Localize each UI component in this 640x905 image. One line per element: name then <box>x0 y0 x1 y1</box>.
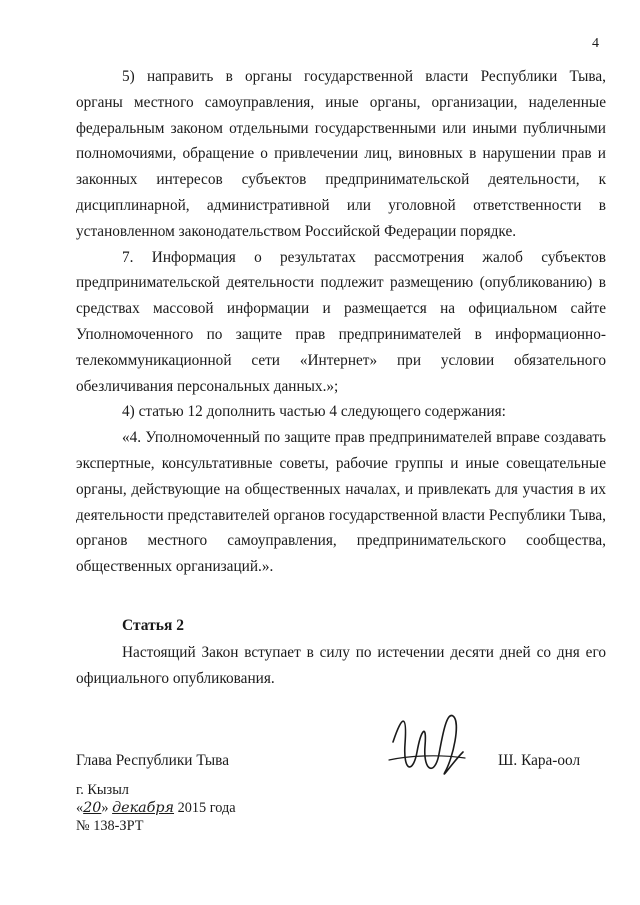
text-span: Настоящий Закон вступает в силу по истечении десяти дней со дня его <box>122 644 606 661</box>
text-line: экспертные, консультативные советы, рабочие группы и иные совещательные <box>76 454 606 472</box>
text-line: предпринимательской деятельности подлежит размещению (опубликованию) в <box>76 274 606 292</box>
text-line: органов местного самоуправления, предпринимательского сообщества, <box>76 532 606 550</box>
text-line: органы, действующие на общественных началах, и привлекать для участия в их <box>76 480 606 498</box>
text-line: «4. Уполномоченный по защите прав предпринимателей вправе создавать <box>122 429 606 447</box>
date-open-quote: « <box>76 800 84 816</box>
text-line <box>76 666 606 692</box>
date-close-quote: » <box>101 800 109 816</box>
handwritten-signature <box>383 702 469 788</box>
page-number: 4 <box>592 36 599 51</box>
date-day: 20 <box>83 800 102 816</box>
text-span: официального опубликования. <box>76 669 275 687</box>
text-line: органы местного самоуправления, иные органы, организации, наделенные <box>76 93 606 111</box>
text-line: федеральным законом отдельными государственными или иными публичными <box>76 119 606 137</box>
text-line: 4) статью 12 дополнить частью 4 следующего содержания: <box>122 403 506 421</box>
text-line: телекоммуникационной сети «Интернет» при условии обязательного <box>76 351 606 369</box>
body-text <box>76 64 606 580</box>
text-line: 5) направить в органы государственной власти Республики Тыва, <box>122 68 606 85</box>
law-number: № 138-ЗРТ <box>76 818 144 834</box>
signatory-title: Глава Республики Тыва <box>76 752 229 769</box>
text-line: законных интересов субъектов предпринимательской деятельности, к <box>76 171 606 189</box>
city: г. Кызыл <box>76 782 129 798</box>
signatory-name: Ш. Кара-оол <box>498 752 581 769</box>
date-year: 2015 года <box>177 800 236 816</box>
article-heading: Статья 2 <box>122 617 184 634</box>
text-line: средствах массовой информации и размещается на официальном сайте <box>76 300 606 318</box>
text-line <box>76 640 606 666</box>
text-line: Уполномоченного по защите прав предпринимателей в информационно- <box>76 325 606 343</box>
date-month: декабря <box>112 800 175 816</box>
text-line: деятельности представителей органов государственной власти Республики Тыва, <box>76 506 606 524</box>
text-line: полномочиями, обращение о привлечении лиц, виновных в нарушении прав и <box>76 145 606 163</box>
text-line: 7. Информация о результатах рассмотрения жалоб субъектов <box>122 248 606 266</box>
date-line <box>76 800 236 817</box>
text-line: дисциплинарной, административной или уголовной ответственности в <box>76 196 606 214</box>
text-line: обезличивания персональных данных.»; <box>76 377 339 395</box>
article-text <box>76 640 606 692</box>
text-line: установленном законодательством Российской Федерации порядке. <box>76 222 517 240</box>
text-line: общественных организаций.». <box>76 558 274 576</box>
